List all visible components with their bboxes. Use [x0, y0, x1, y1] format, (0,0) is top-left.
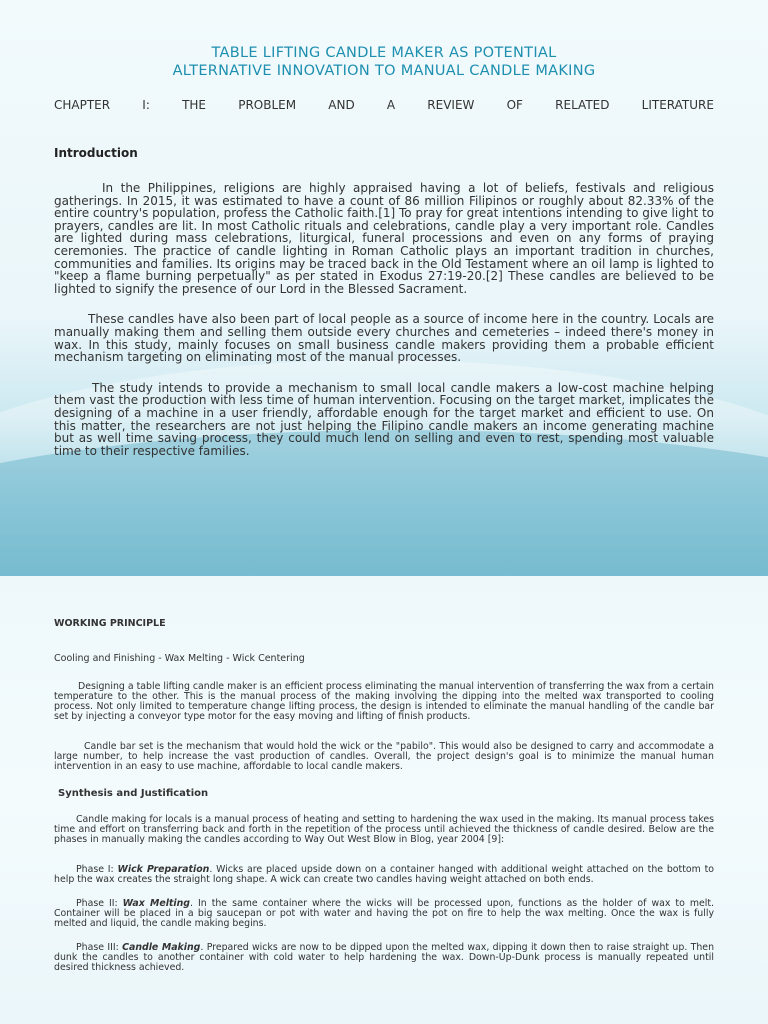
phase-label: Phase I: — [76, 864, 118, 875]
chapter-word: REVIEW — [427, 98, 475, 112]
chapter-word: PROBLEM — [238, 98, 297, 112]
phase-text: . Prepared wicks are now to be dipped upon the melted wax, dipping it down then to raise straight up. Then dunk the candles to another container with cold water to help hardening the wax. Down-Up-Dunk process is manually repeated until desired thickness achieved. — [54, 942, 715, 973]
phase-text: . Wicks are placed upside down on a container hanged with additional weight attached on the bottom to help the wax creates the straight long shape. A wick can create two candles having weight attached on both ends. — [54, 864, 714, 885]
phase-name: Candle Making — [122, 942, 201, 953]
phase-2 — [54, 899, 714, 929]
introduction-heading: Introduction — [54, 146, 138, 160]
synthesis-intro: Candle making for locals is a manual process of heating and setting to hardening the wax used in the making. Its manual process takes time and effort on transferring back and forth in the repetition of the process until achieved the thickness of candle desired. Below are the phases in manually making the candles according to Way Out West Blow in Blog, year 2004 [9]: — [54, 814, 714, 845]
working-principle-paragraph-1: Designing a table lifting candle maker is an efficient process eliminating the manual intervention of transferring the wax from a certain temperature to the other. This is the manual process of the making involving the dipping into the melted wax transported to cooling process. Not only limited to temperature change lifting process, the design is intended to eliminate the manual handling of the candle bar set by injecting a conveyor type motor for the easy moving and lifting of finish products. — [54, 681, 714, 722]
title-line-2: ALTERNATIVE INNOVATION TO MANUAL CANDLE MAKING — [172, 63, 596, 79]
working-principle-heading: WORKING PRINCIPLE — [54, 618, 166, 629]
intro-paragraph-3: The study intends to provide a mechanism to small local candle makers a low-cost machine helping them vast the production with less time of human intervention. Focusing on the target market, implicates the designing of a machine in a user friendly, affordable enough for the target market and efficient to use. On this matter, the researchers are not just helping the Filipino candle makers an income generating machine but as well time saving process, they could much lend on selling and even to rest, spending most valuable time to their respective families. — [54, 380, 714, 458]
chapter-word: AND — [328, 98, 355, 112]
chapter-word: THE — [182, 98, 207, 112]
phase-label: Phase III: — [76, 942, 123, 953]
title-line-1: TABLE LIFTING CANDLE MAKER AS POTENTIAL — [211, 45, 557, 61]
chapter-word: RELATED — [555, 98, 610, 112]
working-principle-paragraph-2: Candle bar set is the mechanism that would hold the wick or the "pabilo". This would also be designed to carry and accommodate a large number, to help increase the vast production of candles. Overall, the project design's goal is to minimize the manual human intervention in an easy to use machine, affordable to local candle makers. — [54, 741, 714, 772]
chapter-heading — [54, 98, 714, 112]
chapter-word: I: — [142, 98, 150, 112]
chapter-word: OF — [506, 98, 523, 112]
phase-label: Phase II: — [76, 898, 123, 909]
intro-paragraph-1: In the Philippines, religions are highly appraised having a lot of beliefs, festivals and religious gatherings. In 2015, it was estimated to have a count of 86 million Filipinos or roughly about 82.33% of the entire country's population, profess the Catholic faith.[1] To pray for great intentions intending to give light to prayers, candles are lit. In most Catholic rituals and celebrations, candle play a very important role. Candles are lighted during mass celebrations, liturgical, funeral processions and even on any forms of praying ceremonies. The practice of candle lighting in Roman Catholic plays an important tradition in churches, communities and families. Its origins may be traced back in the Old Testament where an oil lamp is lighted to "keep a flame burning perpetually" as per stated in Exodus 27:19-20.[2] These candles are believed to be lighted to signify the presence of our Lord in the Blessed Sacrament. — [54, 181, 715, 296]
phase-1 — [54, 865, 714, 885]
phase-name: Wax Melting — [122, 898, 191, 909]
working-principle-subheading: Cooling and Finishing - Wax Melting - Wick Centering — [54, 653, 305, 664]
chapter-word: A — [386, 98, 396, 112]
chapter-word: CHAPTER — [54, 98, 111, 112]
document-title — [54, 44, 714, 80]
page-two-content — [54, 576, 714, 973]
intro-paragraph-2: These candles have also been part of local people as a source of income here in the country. Locals are manually making them and selling them outside every churches and cemeteries – indeed there's money in wax. In this study, mainly focuses on small business candle makers providing them a probable efficient mechanism targeting on eliminating most of the manual processes. — [54, 312, 714, 365]
phase-text: . In the same container where the wicks will be processed upon, functions as the holder of wax to melt. Container will be placed in a big saucepan or pot with water and having the pot on fire to help the wax melting. Once the wax is fully melted and liquid, the candle making begins. — [54, 898, 714, 929]
page-one-content — [54, 0, 714, 457]
phase-3 — [54, 943, 714, 973]
chapter-word: LITERATURE — [641, 98, 714, 112]
phase-name: Wick Preparation — [117, 864, 210, 875]
synthesis-heading: Synthesis and Justification — [58, 788, 209, 799]
page-two — [0, 576, 768, 1024]
